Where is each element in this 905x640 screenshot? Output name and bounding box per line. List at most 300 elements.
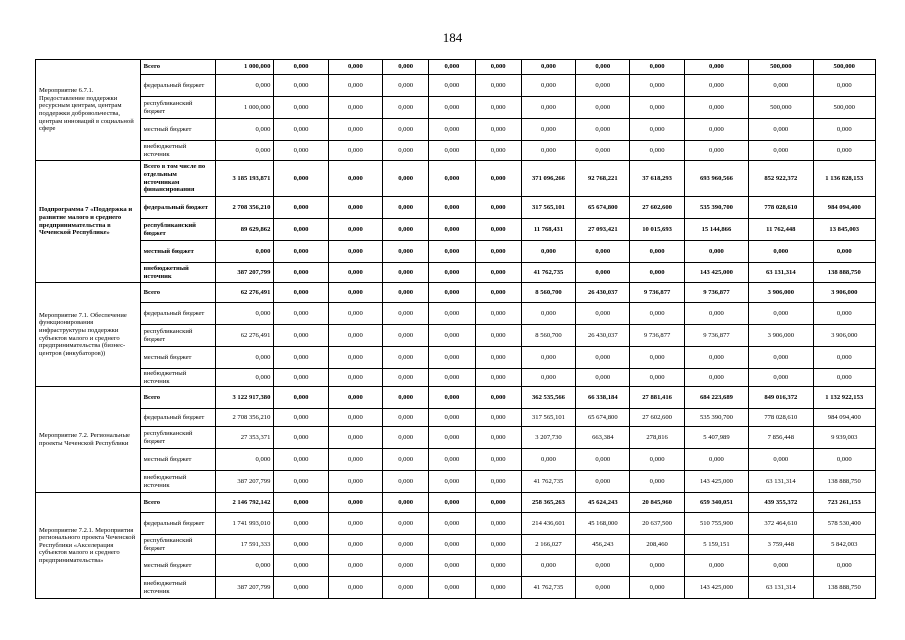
year-amount-cell: 0,000 (383, 555, 429, 577)
total-amount-cell: 0,000 (216, 555, 274, 577)
year-amount-cell: 0,000 (328, 577, 382, 599)
table-row (36, 577, 876, 599)
table-row (36, 555, 876, 577)
year-amount-cell: 0,000 (630, 303, 684, 325)
budget-table (35, 59, 876, 599)
year-amount-cell: 0,000 (383, 197, 429, 219)
year-amount-cell: 723 261,153 (813, 493, 876, 513)
program-name-cell: Мероприятие 7.2. Региональные проекты Чеченской Республики (36, 387, 141, 493)
total-amount-cell: 0,000 (216, 75, 274, 97)
year-amount-cell: 0,000 (475, 347, 521, 369)
year-amount-cell: 27 602,600 (630, 197, 684, 219)
page-number: 184 (442, 30, 463, 45)
table-row (36, 219, 876, 241)
year-amount-cell: 0,000 (813, 347, 876, 369)
year-amount-cell: 0,000 (429, 141, 475, 161)
year-amount-cell: 0,000 (684, 75, 748, 97)
year-amount-cell: 0,000 (749, 119, 813, 141)
year-amount-cell: 0,000 (475, 387, 521, 409)
table-row (36, 369, 876, 387)
year-amount-cell: 0,000 (274, 119, 328, 141)
year-amount-cell: 0,000 (383, 577, 429, 599)
table-row (36, 75, 876, 97)
year-amount-cell: 0,000 (328, 471, 382, 493)
year-amount-cell: 684 223,689 (684, 387, 748, 409)
year-amount-cell: 138 888,750 (813, 263, 876, 283)
program-name-cell: Мероприятие 7.1. Обеспечение функционирования инфраструктуры поддержки субъектов малого и среднего предпринимательства (бизнес-центров (инкубаторов)) (36, 283, 141, 387)
year-amount-cell: 0,000 (630, 97, 684, 119)
year-amount-cell: 0,000 (274, 75, 328, 97)
year-amount-cell: 10 015,693 (630, 219, 684, 241)
total-amount-cell: 27 353,371 (216, 427, 274, 449)
year-amount-cell: 8 560,700 (521, 283, 575, 303)
year-amount-cell: 0,000 (328, 347, 382, 369)
year-amount-cell: 27 602,600 (630, 409, 684, 427)
year-amount-cell: 0,000 (576, 449, 630, 471)
year-amount-cell: 0,000 (684, 347, 748, 369)
year-amount-cell: 439 355,372 (749, 493, 813, 513)
year-amount-cell: 27 881,416 (630, 387, 684, 409)
year-amount-cell: 0,000 (328, 555, 382, 577)
year-amount-cell: 41 762,735 (521, 471, 575, 493)
year-amount-cell: 984 094,400 (813, 409, 876, 427)
year-amount-cell: 45 624,243 (576, 493, 630, 513)
year-amount-cell: 143 425,000 (684, 577, 748, 599)
year-amount-cell: 371 096,266 (521, 161, 575, 197)
year-amount-cell: 9 736,877 (684, 325, 748, 347)
year-amount-cell: 0,000 (274, 283, 328, 303)
year-amount-cell: 0,000 (328, 219, 382, 241)
year-amount-cell: 27 093,421 (576, 219, 630, 241)
year-amount-cell: 65 674,800 (576, 197, 630, 219)
year-amount-cell: 0,000 (383, 347, 429, 369)
year-amount-cell: 0,000 (521, 303, 575, 325)
year-amount-cell: 0,000 (328, 387, 382, 409)
year-amount-cell: 0,000 (475, 493, 521, 513)
year-amount-cell: 0,000 (475, 427, 521, 449)
table-row (36, 119, 876, 141)
year-amount-cell: 0,000 (429, 303, 475, 325)
year-amount-cell: 0,000 (813, 75, 876, 97)
funding-source-cell: федеральный бюджет (140, 197, 215, 219)
year-amount-cell: 0,000 (630, 369, 684, 387)
year-amount-cell: 0,000 (274, 427, 328, 449)
funding-source-cell: республиканский бюджет (140, 427, 215, 449)
year-amount-cell: 0,000 (576, 303, 630, 325)
program-name-cell: Мероприятие 7.2.1. Мероприятия регионального проекта Чеченской Республики «Акселерация субъектов малого и среднего предпринимательства» (36, 493, 141, 599)
year-amount-cell: 0,000 (749, 369, 813, 387)
year-amount-cell: 0,000 (521, 60, 575, 75)
year-amount-cell: 0,000 (328, 197, 382, 219)
year-amount-cell: 500,000 (749, 97, 813, 119)
year-amount-cell: 0,000 (383, 75, 429, 97)
year-amount-cell: 0,000 (684, 60, 748, 75)
year-amount-cell: 0,000 (328, 535, 382, 555)
year-amount-cell: 0,000 (383, 449, 429, 471)
year-amount-cell: 0,000 (576, 141, 630, 161)
year-amount-cell: 0,000 (328, 325, 382, 347)
year-amount-cell: 0,000 (429, 75, 475, 97)
year-amount-cell: 0,000 (383, 263, 429, 283)
program-name-cell: Мероприятие 6.7.1. Предоставление поддержки ресурсным центрам, центрам поддержки добровольчества, центрам инноваций в социальной сфере (36, 60, 141, 161)
year-amount-cell: 0,000 (429, 241, 475, 263)
year-amount-cell: 0,000 (429, 60, 475, 75)
year-amount-cell: 0,000 (684, 119, 748, 141)
year-amount-cell: 0,000 (328, 427, 382, 449)
year-amount-cell: 317 565,101 (521, 197, 575, 219)
year-amount-cell: 0,000 (383, 219, 429, 241)
year-amount-cell: 0,000 (274, 409, 328, 427)
year-amount-cell: 0,000 (429, 493, 475, 513)
year-amount-cell: 0,000 (521, 119, 575, 141)
year-amount-cell: 0,000 (383, 119, 429, 141)
year-amount-cell: 0,000 (383, 471, 429, 493)
year-amount-cell: 0,000 (813, 241, 876, 263)
year-amount-cell: 0,000 (274, 241, 328, 263)
year-amount-cell: 0,000 (521, 347, 575, 369)
total-amount-cell: 62 276,491 (216, 325, 274, 347)
year-amount-cell: 578 530,400 (813, 513, 876, 535)
total-amount-cell: 387 207,799 (216, 263, 274, 283)
year-amount-cell: 0,000 (429, 409, 475, 427)
year-amount-cell: 0,000 (684, 449, 748, 471)
year-amount-cell: 0,000 (274, 369, 328, 387)
year-amount-cell: 3 207,730 (521, 427, 575, 449)
year-amount-cell: 13 845,003 (813, 219, 876, 241)
year-amount-cell: 0,000 (383, 283, 429, 303)
year-amount-cell: 0,000 (576, 577, 630, 599)
year-amount-cell: 0,000 (383, 241, 429, 263)
year-amount-cell: 5 159,151 (684, 535, 748, 555)
year-amount-cell: 9 939,003 (813, 427, 876, 449)
year-amount-cell: 0,000 (813, 303, 876, 325)
year-amount-cell: 693 960,566 (684, 161, 748, 197)
year-amount-cell: 0,000 (274, 161, 328, 197)
funding-source-cell: республиканский бюджет (140, 219, 215, 241)
table-row (36, 427, 876, 449)
table-row (36, 513, 876, 535)
year-amount-cell: 0,000 (328, 119, 382, 141)
table-row (36, 303, 876, 325)
year-amount-cell: 63 131,314 (749, 471, 813, 493)
year-amount-cell: 0,000 (576, 263, 630, 283)
year-amount-cell: 0,000 (813, 119, 876, 141)
year-amount-cell: 778 028,610 (749, 409, 813, 427)
total-amount-cell: 387 207,799 (216, 471, 274, 493)
year-amount-cell: 0,000 (475, 60, 521, 75)
year-amount-cell: 258 365,263 (521, 493, 575, 513)
funding-source-cell: внебюджетный источник (140, 141, 215, 161)
year-amount-cell: 0,000 (576, 119, 630, 141)
year-amount-cell: 0,000 (630, 555, 684, 577)
year-amount-cell: 7 856,448 (749, 427, 813, 449)
year-amount-cell: 5 407,989 (684, 427, 748, 449)
year-amount-cell: 0,000 (429, 471, 475, 493)
year-amount-cell: 0,000 (475, 219, 521, 241)
funding-source-cell: внебюджетный источник (140, 471, 215, 493)
year-amount-cell: 0,000 (475, 97, 521, 119)
table-row (36, 283, 876, 303)
total-amount-cell: 0,000 (216, 303, 274, 325)
funding-source-cell: Всего (140, 387, 215, 409)
total-amount-cell: 0,000 (216, 119, 274, 141)
year-amount-cell: 0,000 (576, 60, 630, 75)
year-amount-cell: 26 430,037 (576, 283, 630, 303)
table-row (36, 387, 876, 409)
year-amount-cell: 0,000 (328, 263, 382, 283)
total-amount-cell: 2 708 356,210 (216, 409, 274, 427)
year-amount-cell: 8 560,700 (521, 325, 575, 347)
table-row (36, 241, 876, 263)
year-amount-cell: 535 390,700 (684, 197, 748, 219)
year-amount-cell: 0,000 (749, 141, 813, 161)
total-amount-cell: 1 741 993,010 (216, 513, 274, 535)
funding-source-cell: федеральный бюджет (140, 409, 215, 427)
year-amount-cell: 0,000 (429, 369, 475, 387)
total-amount-cell: 0,000 (216, 369, 274, 387)
year-amount-cell: 456,243 (576, 535, 630, 555)
year-amount-cell: 41 762,735 (521, 263, 575, 283)
year-amount-cell: 0,000 (328, 60, 382, 75)
funding-source-cell: федеральный бюджет (140, 303, 215, 325)
year-amount-cell: 0,000 (475, 303, 521, 325)
year-amount-cell: 0,000 (684, 97, 748, 119)
year-amount-cell: 138 888,750 (813, 471, 876, 493)
funding-source-cell: Всего в том числе по отдельным источникам финансирования (140, 161, 215, 197)
year-amount-cell: 0,000 (521, 141, 575, 161)
year-amount-cell: 0,000 (429, 161, 475, 197)
year-amount-cell: 0,000 (576, 471, 630, 493)
year-amount-cell: 0,000 (383, 369, 429, 387)
year-amount-cell: 0,000 (328, 75, 382, 97)
year-amount-cell: 214 436,601 (521, 513, 575, 535)
table-row (36, 449, 876, 471)
funding-source-cell: республиканский бюджет (140, 325, 215, 347)
total-amount-cell: 62 276,491 (216, 283, 274, 303)
year-amount-cell: 0,000 (274, 387, 328, 409)
funding-source-cell: Всего (140, 493, 215, 513)
year-amount-cell: 0,000 (383, 325, 429, 347)
year-amount-cell: 0,000 (383, 387, 429, 409)
year-amount-cell: 0,000 (274, 577, 328, 599)
year-amount-cell: 0,000 (630, 141, 684, 161)
year-amount-cell: 317 565,101 (521, 409, 575, 427)
year-amount-cell: 143 425,000 (684, 263, 748, 283)
funding-source-cell: местный бюджет (140, 241, 215, 263)
year-amount-cell: 0,000 (576, 97, 630, 119)
year-amount-cell: 0,000 (274, 97, 328, 119)
total-amount-cell: 0,000 (216, 241, 274, 263)
year-amount-cell: 0,000 (813, 555, 876, 577)
year-amount-cell: 0,000 (521, 449, 575, 471)
year-amount-cell: 663,384 (576, 427, 630, 449)
year-amount-cell: 0,000 (429, 427, 475, 449)
year-amount-cell: 0,000 (475, 241, 521, 263)
year-amount-cell: 0,000 (630, 347, 684, 369)
funding-source-cell: местный бюджет (140, 347, 215, 369)
year-amount-cell: 510 755,900 (684, 513, 748, 535)
total-amount-cell: 387 207,799 (216, 577, 274, 599)
total-amount-cell: 1 000,000 (216, 60, 274, 75)
year-amount-cell: 0,000 (630, 263, 684, 283)
year-amount-cell: 0,000 (328, 283, 382, 303)
year-amount-cell: 0,000 (630, 577, 684, 599)
table-row (36, 535, 876, 555)
year-amount-cell: 0,000 (630, 119, 684, 141)
year-amount-cell: 0,000 (684, 555, 748, 577)
year-amount-cell: 0,000 (383, 409, 429, 427)
year-amount-cell: 0,000 (274, 513, 328, 535)
year-amount-cell: 0,000 (383, 97, 429, 119)
year-amount-cell: 0,000 (274, 197, 328, 219)
year-amount-cell: 0,000 (429, 119, 475, 141)
year-amount-cell: 0,000 (383, 513, 429, 535)
year-amount-cell: 0,000 (576, 369, 630, 387)
funding-source-cell: местный бюджет (140, 119, 215, 141)
year-amount-cell: 0,000 (630, 60, 684, 75)
year-amount-cell: 0,000 (328, 161, 382, 197)
year-amount-cell: 852 922,372 (749, 161, 813, 197)
total-amount-cell: 2 708 356,210 (216, 197, 274, 219)
year-amount-cell: 45 168,000 (576, 513, 630, 535)
funding-source-cell: внебюджетный источник (140, 369, 215, 387)
year-amount-cell: 11 762,448 (749, 219, 813, 241)
year-amount-cell: 0,000 (429, 197, 475, 219)
total-amount-cell: 1 000,000 (216, 97, 274, 119)
total-amount-cell: 0,000 (216, 449, 274, 471)
year-amount-cell: 0,000 (813, 141, 876, 161)
funding-source-cell: федеральный бюджет (140, 513, 215, 535)
year-amount-cell: 9 736,877 (630, 325, 684, 347)
year-amount-cell: 0,000 (429, 97, 475, 119)
year-amount-cell: 0,000 (521, 75, 575, 97)
year-amount-cell: 0,000 (749, 555, 813, 577)
year-amount-cell: 372 464,610 (749, 513, 813, 535)
year-amount-cell: 65 674,800 (576, 409, 630, 427)
year-amount-cell: 0,000 (475, 119, 521, 141)
year-amount-cell: 778 028,610 (749, 197, 813, 219)
year-amount-cell: 0,000 (475, 161, 521, 197)
year-amount-cell: 0,000 (813, 369, 876, 387)
year-amount-cell: 0,000 (475, 577, 521, 599)
year-amount-cell: 0,000 (475, 197, 521, 219)
year-amount-cell: 63 131,314 (749, 577, 813, 599)
year-amount-cell: 0,000 (576, 347, 630, 369)
year-amount-cell: 0,000 (475, 471, 521, 493)
year-amount-cell: 0,000 (383, 141, 429, 161)
year-amount-cell: 0,000 (576, 241, 630, 263)
year-amount-cell: 0,000 (383, 493, 429, 513)
year-amount-cell: 20 845,960 (630, 493, 684, 513)
funding-source-cell: внебюджетный источник (140, 577, 215, 599)
year-amount-cell: 0,000 (429, 577, 475, 599)
total-amount-cell: 89 629,862 (216, 219, 274, 241)
year-amount-cell: 0,000 (684, 369, 748, 387)
table-row (36, 263, 876, 283)
year-amount-cell: 138 888,750 (813, 577, 876, 599)
year-amount-cell: 0,000 (521, 241, 575, 263)
year-amount-cell: 0,000 (383, 161, 429, 197)
table-row (36, 471, 876, 493)
year-amount-cell: 500,000 (813, 97, 876, 119)
year-amount-cell: 500,000 (749, 60, 813, 75)
year-amount-cell: 0,000 (429, 387, 475, 409)
year-amount-cell: 0,000 (475, 535, 521, 555)
year-amount-cell: 0,000 (328, 409, 382, 427)
year-amount-cell: 3 906,000 (813, 325, 876, 347)
year-amount-cell: 0,000 (274, 263, 328, 283)
year-amount-cell: 0,000 (328, 449, 382, 471)
year-amount-cell: 0,000 (576, 75, 630, 97)
year-amount-cell: 0,000 (274, 219, 328, 241)
year-amount-cell: 0,000 (630, 449, 684, 471)
funding-source-cell: Всего (140, 283, 215, 303)
year-amount-cell: 11 768,431 (521, 219, 575, 241)
year-amount-cell: 0,000 (749, 449, 813, 471)
year-amount-cell: 0,000 (475, 283, 521, 303)
year-amount-cell: 0,000 (429, 283, 475, 303)
year-amount-cell: 659 340,051 (684, 493, 748, 513)
year-amount-cell: 0,000 (383, 535, 429, 555)
year-amount-cell: 0,000 (429, 449, 475, 471)
funding-source-cell: местный бюджет (140, 555, 215, 577)
year-amount-cell: 0,000 (429, 555, 475, 577)
total-amount-cell: 3 122 917,380 (216, 387, 274, 409)
year-amount-cell: 0,000 (274, 471, 328, 493)
year-amount-cell: 3 906,000 (749, 325, 813, 347)
year-amount-cell: 0,000 (429, 347, 475, 369)
year-amount-cell: 0,000 (429, 513, 475, 535)
year-amount-cell: 0,000 (328, 303, 382, 325)
year-amount-cell: 0,000 (274, 303, 328, 325)
year-amount-cell: 9 736,877 (630, 283, 684, 303)
table-row (36, 197, 876, 219)
year-amount-cell: 0,000 (328, 97, 382, 119)
year-amount-cell: 984 094,400 (813, 197, 876, 219)
table-row (36, 325, 876, 347)
year-amount-cell: 0,000 (429, 535, 475, 555)
year-amount-cell: 0,000 (749, 347, 813, 369)
program-name-cell: Подпрограмма 7 «Поддержка и развитие малого и среднего предпринимательства в Чеченской Республике» (36, 161, 141, 283)
year-amount-cell: 66 338,184 (576, 387, 630, 409)
year-amount-cell: 0,000 (274, 535, 328, 555)
year-amount-cell: 0,000 (475, 409, 521, 427)
year-amount-cell: 0,000 (749, 75, 813, 97)
funding-source-cell: внебюджетный источник (140, 263, 215, 283)
year-amount-cell: 0,000 (521, 555, 575, 577)
year-amount-cell: 1 136 828,153 (813, 161, 876, 197)
year-amount-cell: 0,000 (475, 555, 521, 577)
year-amount-cell: 92 768,221 (576, 161, 630, 197)
year-amount-cell: 0,000 (521, 97, 575, 119)
funding-source-cell: Всего (140, 60, 215, 75)
year-amount-cell: 0,000 (749, 303, 813, 325)
table-row (36, 347, 876, 369)
year-amount-cell: 0,000 (274, 141, 328, 161)
total-amount-cell: 2 146 792,142 (216, 493, 274, 513)
year-amount-cell: 41 762,735 (521, 577, 575, 599)
year-amount-cell: 0,000 (684, 241, 748, 263)
table-row (36, 60, 876, 75)
year-amount-cell: 0,000 (328, 241, 382, 263)
year-amount-cell: 0,000 (749, 241, 813, 263)
table-row (36, 493, 876, 513)
year-amount-cell: 20 637,500 (630, 513, 684, 535)
table-row (36, 141, 876, 161)
total-amount-cell: 0,000 (216, 347, 274, 369)
year-amount-cell: 208,460 (630, 535, 684, 555)
year-amount-cell: 0,000 (813, 449, 876, 471)
